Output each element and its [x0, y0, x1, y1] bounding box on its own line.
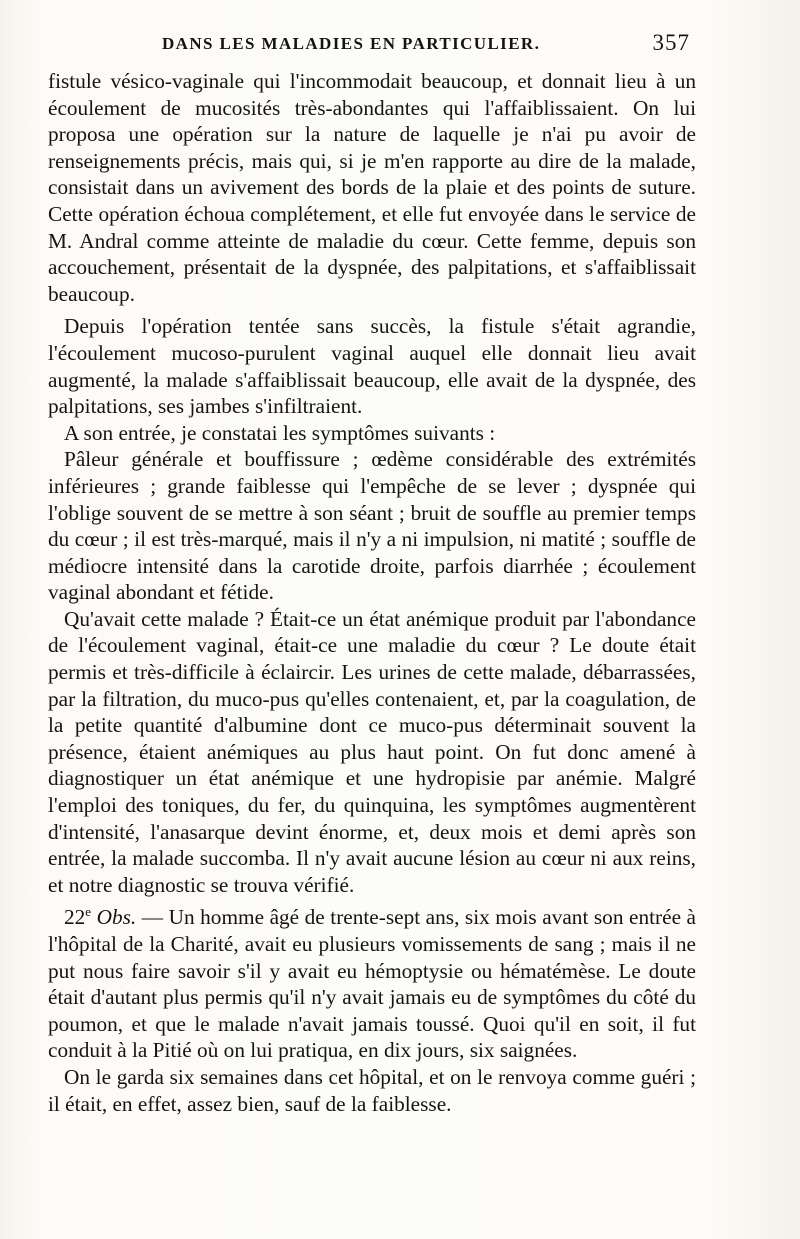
observation-number: 22 — [64, 905, 86, 930]
paragraph-2: Depuis l'opération tentée sans succès, la fistule s'était agrandie, l'écoulement mucoso-purulent vaginal auquel elle donnait lieu avait augmenté, la malade s'affaiblissait beaucoup, elle avait de la dyspnée, des palpitations, ses jambes s'infiltraient. — [48, 314, 696, 419]
paragraph-6-observation — [48, 904, 696, 1064]
paragraph-5: Qu'avait cette malade ? Était-ce un état anémique produit par l'abondance de l'écoulement vaginal, était-ce une maladie du cœur ? Le doute était permis et très-difficile à éclaircir. Les urines de cette malade, débarrassées, par la filtration, du muco-pus qu'elles contenaient, et, par la coagulation, de la petite quantité d'albumine dont ce muco-pus déterminait souvent la présence, étaient anémiques au plus haut point. On fut donc amené à diagnostiquer un état anémique et une hydropisie par anémie. Malgré l'emploi des toniques, du fer, du quinquina, les symptômes augmentèrent d'intensité, l'anasarque devint énorme, et, deux mois et demi après son entrée, la malade succomba. Il n'y avait aucune lésion au cœur ni aux reins, et notre diagnostic se trouva vérifié. — [48, 606, 696, 897]
page-header — [150, 30, 690, 60]
paragraph-7: On le garda six semaines dans cet hôpital, et on le renvoya comme guéri ; il était, en effet, assez bien, sauf de la faiblesse. — [48, 1064, 696, 1116]
paragraph-3: A son entrée, je constatai les symptômes suivants : — [64, 420, 496, 445]
observation-label: Obs. — [96, 905, 137, 930]
observation-number-suffix: e — [85, 904, 92, 920]
page-number: 357 — [652, 30, 690, 55]
running-head: DANS LES MALADIES EN PARTICULIER. — [162, 34, 541, 53]
body-text — [48, 68, 696, 1117]
paragraph-4: Pâleur générale et bouffissure ; œdème considérable des extrémités inférieures ; grande faiblesse qui l'empêche de se lever ; dyspnée qui l'oblige souvent de se mettre à son séant ; bruit de souffle au premier temps du cœur ; il est très-marqué, mais il n'y a ni impulsion, ni matité ; souffle de médiocre intensité dans la carotide droite, parfois diarrhée ; écoulement vaginal abondant et fétide. — [48, 447, 696, 605]
observation-text: — Un homme âgé de trente-sept ans, six mois avant son entrée à l'hôpital de la Charité, avait eu plusieurs vomissements de sang ; mais il ne put nous faire savoir s'il y avait eu hémoptysie ou hématémèse. Le doute était d'autant plus permis qu'il n'y avait jamais eu de symptômes du côté du poumon, et que le malade n'avait jamais toussé. Quoi qu'il en soit, il fut conduit à la Pitié où on lui pratiqua, en dix jours, six saignées. — [48, 905, 696, 1063]
paragraph-1: fistule vésico-vaginale qui l'incommodait beaucoup, et donnait lieu à un écoulement de mucosités très-abondantes qui l'affaiblissaient. On lui proposa une opération sur la nature de laquelle je n'ai pu avoir de renseignements précis, mais qui, si je m'en rapporte au dire de la malade, consistait dans un avivement des bords de la plaie et des points de suture. Cette opération échoua complétement, et elle fut envoyée dans le service de M. Andral comme atteinte de maladie du cœur. Cette femme, depuis son accouchement, présentait de la dyspnée, des palpitations, et s'affaiblissait beaucoup. — [48, 69, 696, 306]
